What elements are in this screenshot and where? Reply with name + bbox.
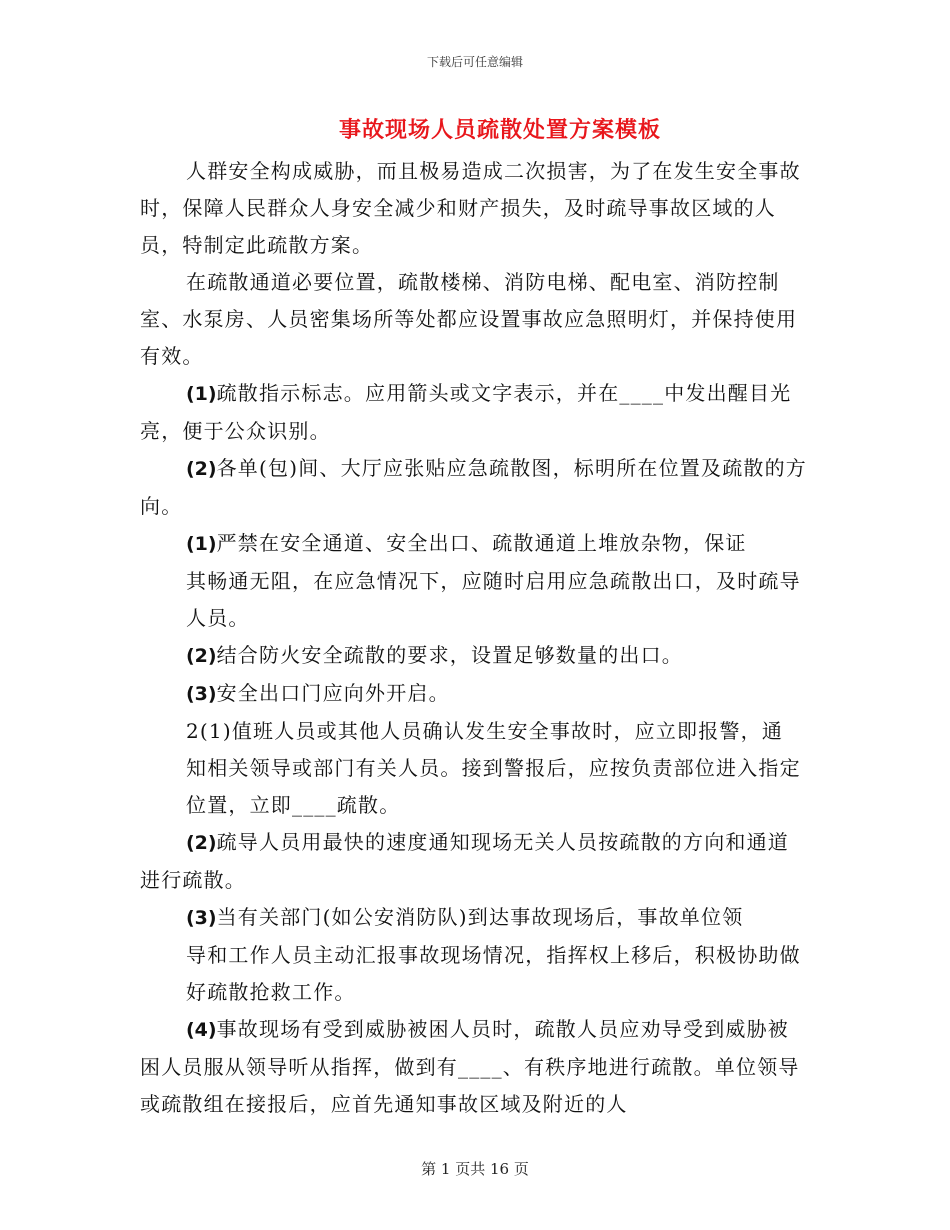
item-number: (3) bbox=[186, 683, 217, 705]
paragraph: (2)各单(包)间、大厅应张贴应急疏散图，标明所在位置及疏散的方向。 bbox=[140, 456, 807, 518]
paragraph: 其畅通无阻，在应急情况下，应随时启用应急疏散出口，及时疏导人员。 bbox=[186, 569, 801, 630]
item-number: (1) bbox=[186, 533, 217, 555]
paragraph: (2)疏导人员用最快的速度通知现场无关人员按疏散的方向和通道进行疏散。 bbox=[140, 830, 789, 892]
page-number: 第 1 页共 16 页 bbox=[421, 1160, 529, 1178]
document-body bbox=[140, 153, 810, 1123]
paragraph: 2(1)值班人员或其他人员确认发生安全事故时，应立即报警，通 bbox=[186, 719, 784, 743]
item-number: (1) bbox=[186, 383, 217, 405]
paragraph: (1)严禁在安全通道、安全出口、疏散通道上堆放杂物，保证 bbox=[186, 531, 747, 555]
paragraph: (1)疏散指示标志。应用箭头或文字表示，并在____中发出醒目光亮，便于公众识别。 bbox=[140, 381, 792, 443]
item-number: (3) bbox=[186, 907, 217, 929]
paragraph: 在疏散通道必要位置，疏散楼梯、消防电梯、配电室、消防控制室、水泵房、人员密集场所等处都应设置事故应急照明灯，并保持使用有效。 bbox=[140, 270, 798, 368]
item-number: (2) bbox=[186, 458, 217, 480]
paragraph: (4)事故现场有受到威胁被困人员时，疏散人员应劝导受到威胁被困人员服从领导听从指挥，做到有____、有秩序地进行疏散。单位领导或疏散组在接报后，应首先通知事故区域及附近的人 bbox=[140, 1017, 800, 1116]
paragraph: 导和工作人员主动汇报事故现场情况，指挥权上移后，积极协助做好疏散抢救工作。 bbox=[186, 943, 801, 1004]
paragraph: 人群安全构成威胁，而且极易造成二次损害，为了在发生安全事故时，保障人民群众人身安全减少和财产损失，及时疏导事故区域的人员，特制定此疏散方案。 bbox=[140, 159, 801, 257]
paragraph: (3)当有关部门(如公安消防队)到达事故现场后，事故单位领 bbox=[186, 905, 744, 929]
document-title: 事故现场人员疏散处置方案模板 bbox=[338, 117, 661, 143]
header-note: 下载后可任意编辑 bbox=[426, 55, 523, 69]
paragraph: (3)安全出口门应向外开启。 bbox=[186, 681, 450, 705]
item-number: (2) bbox=[186, 645, 217, 667]
paragraph: (2)结合防火安全疏散的要求，设置足够数量的出口。 bbox=[186, 643, 683, 667]
item-number: (4) bbox=[186, 1019, 217, 1041]
paragraph: 知相关领导或部门有关人员。接到警报后，应按负责部位进入指定位置，立即____疏散。 bbox=[186, 756, 801, 817]
item-number: (2) bbox=[186, 832, 217, 854]
